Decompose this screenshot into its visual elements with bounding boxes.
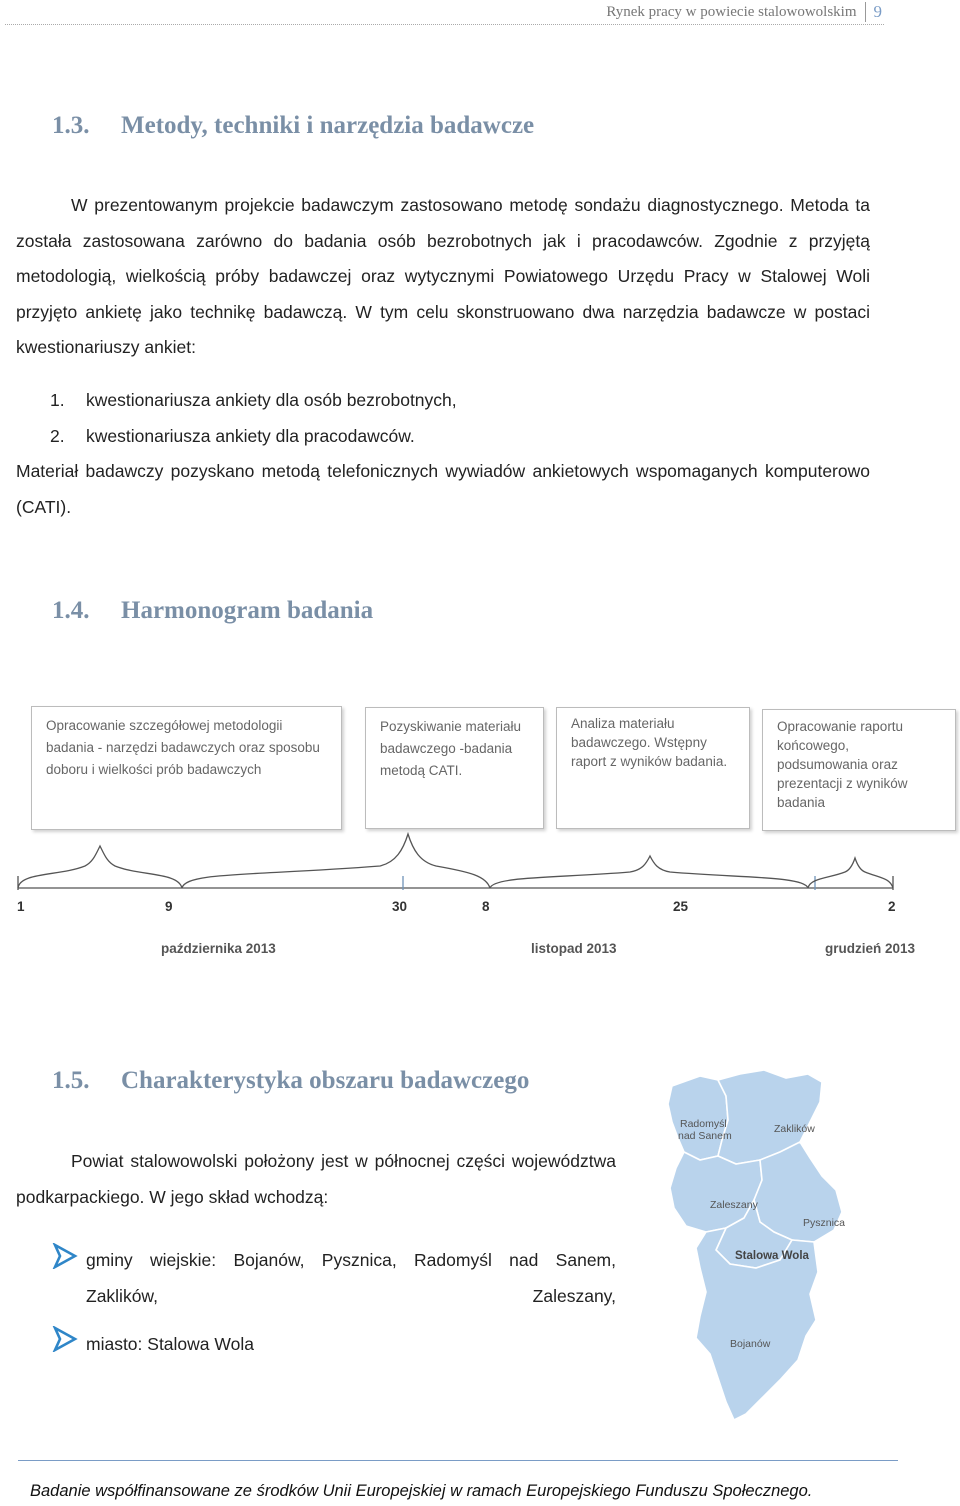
header-divider <box>5 24 884 25</box>
county-map <box>660 1068 860 1443</box>
schedule-box-methodology <box>31 706 342 830</box>
list-number: 1. <box>50 390 65 410</box>
bullet-item-gminy: gminy wiejskie: Bojanów, Pysznica, Radomyśl nad Sanem, Zaklików, Zaleszany, <box>86 1250 616 1306</box>
timeline-month-label: grudzień 2013 <box>825 941 916 956</box>
paragraph-text: W prezentowanym projekcie badawczym zastosowano metodę sondażu diagnostycznego. Metoda ta została zastosowana zarówno do badania osób bezrobotnych jak i pracodawców. Zgodnie z przyjętą metodologią, wielkością próby badawczej oraz wytycznymi Powiatowego Urzędu Pracy w Stalowej Woli przyjęto ankietę jako technikę badawczą. W tym celu skonstruowano dwa narzędzia badawcze w postaci kwestionariuszy ankiet: <box>16 195 870 357</box>
brace-analysis <box>490 856 808 888</box>
brace-data-collection <box>182 834 490 888</box>
map-region-zaklikow <box>718 1070 822 1164</box>
timeline-day-label: 25 <box>673 899 689 914</box>
section-heading-1-3 <box>52 112 534 140</box>
map-label: nad Sanem <box>678 1130 732 1142</box>
map-label: Pysznica <box>803 1217 846 1229</box>
map-label: Zaklików <box>774 1123 815 1135</box>
schedule-box-text: Opracowanie szczegółowej metodologii badania - narzędzi badawczych oraz sposobu doboru i wielkości prób badawczych <box>46 718 320 777</box>
timeline-day-label: 1 <box>17 899 25 914</box>
paragraph-cati <box>16 454 870 525</box>
list-text: kwestionariusza ankiety dla osób bezrobotnych, <box>86 390 457 410</box>
schedule-box-text: Opracowanie raportu końcowego, podsumowania oraz prezentacji z wyników badania <box>777 719 908 810</box>
paragraph-text: Powiat stalowowolski położony jest w północnej części województwa podkarpackiego. W jego skład wchodzą: <box>16 1151 616 1207</box>
bullet-item-miasto: miasto: Stalowa Wola <box>86 1334 254 1354</box>
section-number: 1.3. <box>52 112 90 139</box>
header-separator <box>865 2 866 22</box>
list-item <box>50 390 457 411</box>
map-label: Radomyśl <box>680 1118 727 1130</box>
timeline-day-label: 8 <box>482 899 490 914</box>
footer-note: Badanie współfinansowane ze środków Unii Europejskiej w ramach Europejskiego Funduszu Społecznego. <box>30 1482 813 1500</box>
footer-divider <box>18 1460 898 1461</box>
map-label: Bojanów <box>730 1338 771 1350</box>
list-item <box>50 426 415 447</box>
schedule-box-text: Pozyskiwanie materiału badawczego -badania metodą CATI. <box>380 719 522 778</box>
timeline-month-label: października 2013 <box>161 941 276 956</box>
schedule-box-final-report <box>762 709 956 831</box>
section-title: Harmonogram badania <box>121 597 374 624</box>
arrow-bullet-icon <box>52 1243 78 1269</box>
list-text: kwestionariusza ankiety dla pracodawców. <box>86 426 415 446</box>
section-number: 1.4. <box>52 597 90 624</box>
arrow-bullet-icon <box>52 1326 78 1352</box>
schedule-box-text: Analiza materiału badawczego. Wstępny raport z wyników badania. <box>571 716 728 769</box>
section-title: Charakterystyka obszaru badawczego <box>121 1067 530 1094</box>
running-header-title: Rynek pracy w powiecie stalowowolskim <box>606 3 857 20</box>
paragraph-methods <box>16 188 870 366</box>
paragraph-text: Materiał badawczy pozyskano metodą telefonicznych wywiadów ankietowych wspomaganych komputerowo (CATI). <box>16 461 870 517</box>
section-heading-1-4 <box>52 597 373 625</box>
brace-final-report <box>808 858 893 888</box>
paragraph-area <box>16 1144 616 1215</box>
page-number: 9 <box>873 2 882 21</box>
schedule-box-analysis <box>556 707 750 829</box>
timeline-graphic <box>0 832 960 894</box>
running-header <box>606 0 882 24</box>
timeline-month-label: listopad 2013 <box>531 941 617 956</box>
map-label: Zaleszany <box>710 1199 758 1211</box>
section-heading-1-5 <box>52 1067 529 1095</box>
timeline-day-label: 9 <box>165 899 173 914</box>
section-number: 1.5. <box>52 1067 90 1094</box>
timeline-day-label: 30 <box>392 899 408 914</box>
schedule-box-data-collection <box>365 707 544 829</box>
brace-methodology <box>18 846 182 888</box>
map-label: Stalowa Wola <box>735 1250 809 1262</box>
timeline-day-label: 2 <box>888 899 896 914</box>
list-number: 2. <box>50 426 65 446</box>
section-title: Metody, techniki i narzędzia badawcze <box>121 112 535 139</box>
